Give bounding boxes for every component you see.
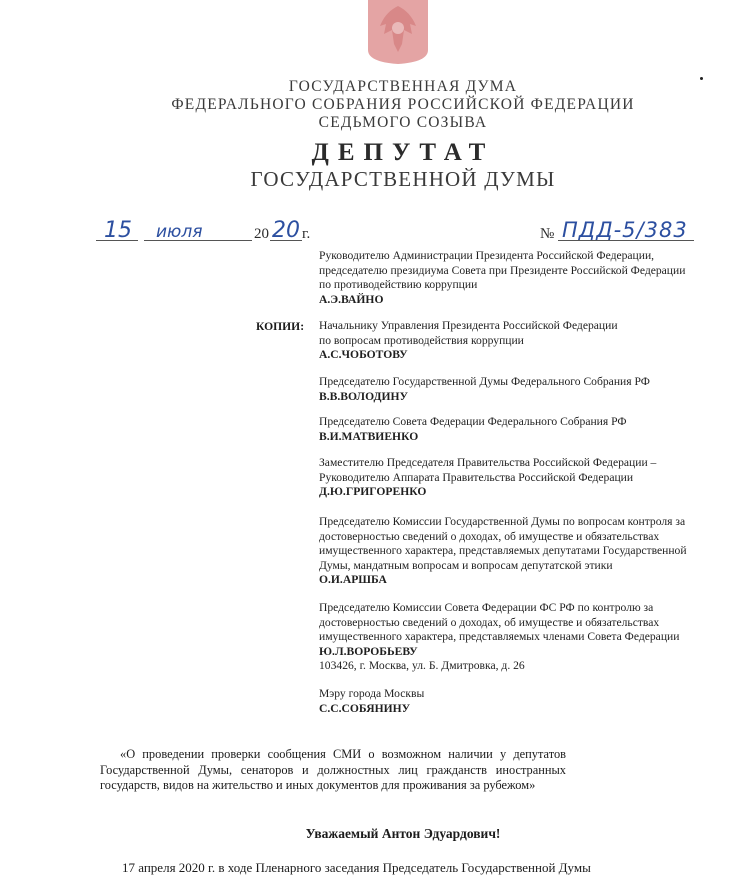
copy-recipient-3	[319, 415, 627, 444]
copy-address: 103426, г. Москва, ул. Б. Дмитровка, д. 26	[319, 659, 525, 673]
date-year-prefix: 20	[254, 226, 269, 242]
copy-name: Д.Ю.ГРИГОРЕНКО	[319, 485, 427, 499]
scan-speck	[700, 77, 703, 80]
header-line-2: ФЕДЕРАЛЬНОГО СОБРАНИЯ РОССИЙСКОЙ ФЕДЕРАЦИИ	[171, 96, 635, 113]
copy-line: достоверностью сведений о доходах, об имуществе и обязательствах	[319, 529, 660, 543]
copy-name: А.С.ЧОБОТОВУ	[319, 348, 408, 362]
outgoing-number: ПДД-5/383	[562, 218, 688, 242]
date-year-suffix: 20	[272, 218, 300, 243]
copies-label: КОПИИ:	[256, 320, 305, 333]
copy-line: имущественного характера, представляемых депутатами Государственной	[319, 544, 687, 558]
copy-line: имущественного характера, представляемых членами Совета Федерации	[319, 630, 680, 644]
recipient-name: А.Э.ВАЙНО	[319, 292, 384, 306]
copy-line: Председателю Совета Федерации Федерального Собрания РФ	[319, 415, 627, 428]
letter-subject: «О проведении проверки сообщения СМИ о возможном наличии у депутатов Государственной Думы, сенаторов и должностных лиц гражданств иностранных государств, видов на жительство и иных документов для проживания за рубежом»	[100, 747, 566, 792]
date-year-unit: г.	[302, 226, 311, 242]
date-month: июля	[156, 222, 203, 242]
copy-line: Руководителю Аппарата Правительства Российской Федерации	[319, 470, 634, 484]
copy-line: Председателю Комиссии Государственной Думы по вопросам контроля за	[319, 515, 686, 528]
copy-recipient-1	[319, 319, 618, 363]
copy-line: Заместителю Председателя Правительства Российской Федерации –	[319, 456, 657, 469]
document-subtitle: ГОСУДАРСТВЕННОЙ ДУМЫ	[250, 167, 556, 191]
copy-line: Начальнику Управления Президента Российской Федерации	[319, 319, 618, 332]
number-sign: №	[540, 226, 555, 242]
date-day: 15	[104, 218, 132, 243]
document-title: ДЕПУТАТ	[311, 139, 495, 166]
copy-line: по вопросам противодействия коррупции	[319, 333, 524, 347]
coat-of-arms-emblem	[366, 0, 430, 64]
copy-name: Ю.Л.ВОРОБЬЕВУ	[319, 644, 418, 658]
copy-recipient-7	[319, 687, 424, 716]
date-day-underline	[96, 240, 138, 241]
body-paragraph: 17 апреля 2020 г. в ходе Пленарного заседания Председатель Государственной Думы	[122, 860, 591, 875]
copy-line: Председателю Государственной Думы Федерального Собрания РФ	[319, 375, 650, 388]
greeting: Уважаемый Антон Эдуардович!	[305, 826, 501, 841]
date-year-underline	[270, 240, 302, 241]
copy-line: Мэру города Москвы	[319, 687, 425, 700]
copy-line: Председателю Комиссии Совета Федерации ФС РФ по контролю за	[319, 601, 654, 614]
copy-name: В.И.МАТВИЕНКО	[319, 429, 419, 443]
copy-recipient-2	[319, 375, 650, 404]
recipient-block	[319, 249, 685, 307]
recipient-line: председателю президиума Совета при Президенте Российской Федерации	[319, 263, 686, 277]
recipient-line: Руководителю Администрации Президента Российской Федерации,	[319, 249, 655, 262]
copy-recipient-6	[319, 601, 679, 674]
copy-recipient-5	[319, 515, 687, 588]
number-underline	[558, 240, 694, 241]
copy-recipient-4	[319, 456, 656, 500]
copy-name: В.В.ВОЛОДИНУ	[319, 389, 409, 403]
copy-name: О.И.АРШБА	[319, 573, 387, 587]
copy-line: Думы, мандатным вопросам и вопросам депутатской этики	[319, 558, 613, 572]
date-month-underline	[144, 240, 252, 241]
copy-name: С.С.СОБЯНИНУ	[319, 701, 411, 715]
header-line-1: ГОСУДАРСТВЕННАЯ ДУМА	[288, 78, 518, 95]
copy-line: достоверностью сведений о доходах, об имуществе и обязательствах	[319, 615, 660, 629]
recipient-line: по противодействию коррупции	[319, 278, 478, 292]
header-line-3: СЕДЬМОГО СОЗЫВА	[318, 114, 488, 131]
